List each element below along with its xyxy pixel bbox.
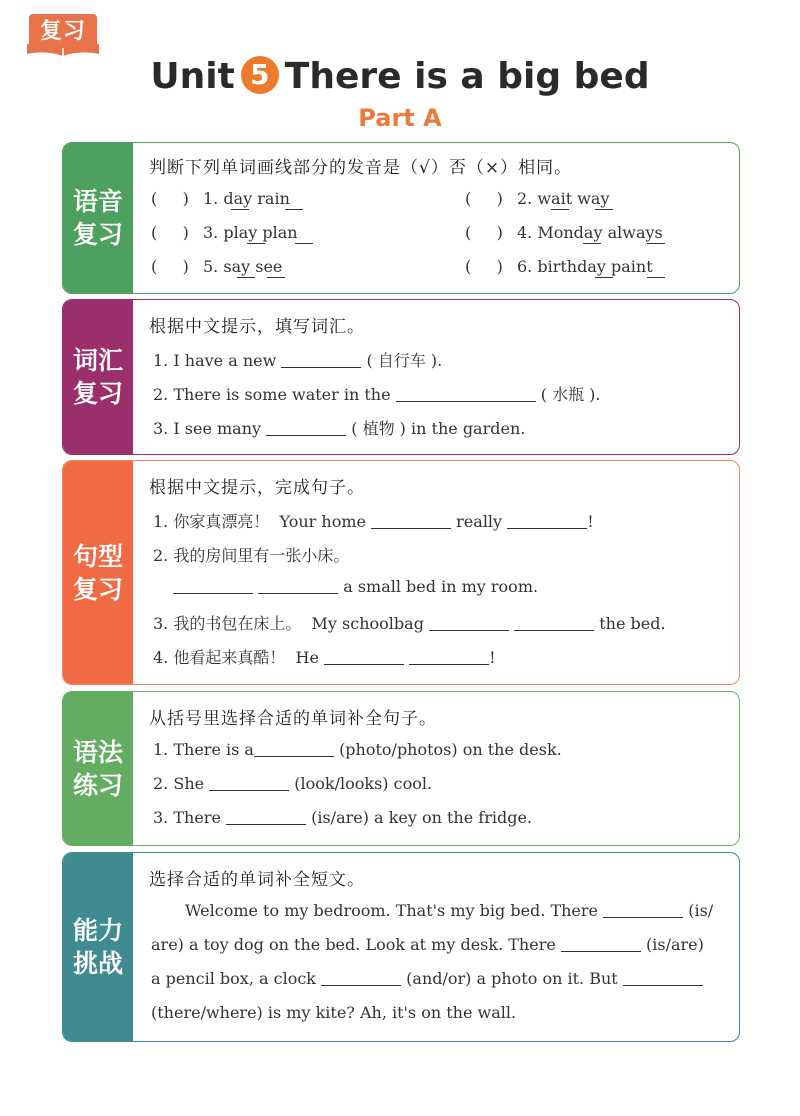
answer-blank[interactable] [258, 580, 338, 594]
vocab-instruction: 根据中文提示，填写词汇。 [149, 317, 365, 337]
page-title [0, 56, 800, 97]
challenge-section [62, 852, 740, 1042]
phonics-item-2: ( ) 2. wait way [465, 189, 610, 208]
grammar-item-1: 1. There is a (photo/photos) on the desk. [153, 740, 562, 759]
answer-blank[interactable] [396, 388, 536, 402]
sentence-instruction: 根据中文提示，完成句子。 [149, 478, 365, 498]
answer-blank[interactable] [409, 651, 489, 665]
sentence-section [62, 460, 740, 685]
answer-paren[interactable]: ( ) [151, 223, 189, 242]
answer-paren[interactable]: ( ) [151, 189, 189, 208]
answer-paren[interactable]: ( ) [465, 223, 503, 242]
grammar-section [62, 691, 740, 846]
review-badge-label: 复习 [29, 14, 97, 50]
phonics-tab-line2: 复习 [72, 220, 123, 249]
title-unit: Unit [150, 56, 235, 97]
sentence-item-2-cn: 2. 我的房间里有一张小床。 [153, 546, 350, 565]
grammar-tab-line2: 练习 [72, 770, 123, 800]
phonics-item-5: ( ) 5. say see [151, 257, 283, 276]
page-subtitle: Part A [358, 104, 442, 132]
challenge-instruction: 选择合适的单词补全短文。 [149, 870, 365, 890]
answer-blank[interactable] [321, 972, 401, 986]
passage-line-2: are) a toy dog on the bed. Look at my desk. There (is/are) [151, 935, 704, 954]
answer-paren[interactable]: ( ) [465, 257, 503, 276]
answer-paren[interactable]: ( ) [151, 257, 189, 276]
review-badge [25, 14, 101, 56]
vocab-tab [63, 300, 133, 454]
phonics-tab-line1: 语音 [72, 187, 123, 216]
phonics-tab [63, 143, 133, 293]
vocab-tab-line2: 复习 [72, 379, 123, 408]
sentence-item-1: 1. 你家真漂亮！ Your home really ! [153, 512, 594, 531]
passage-line-3: a pencil box, a clock (and/or) a photo on it. But [151, 969, 703, 988]
answer-blank[interactable] [623, 972, 703, 986]
answer-blank[interactable] [371, 515, 451, 529]
answer-blank[interactable] [514, 617, 594, 631]
phonics-item-4: ( ) 4. Monday always [465, 223, 663, 242]
sentence-item-4: 4. 他看起来真酷！ He ! [153, 648, 496, 667]
passage-line-1: Welcome to my bedroom. That's my big bed. There (is/ [185, 901, 714, 920]
vocab-tab-line1: 词汇 [72, 346, 123, 375]
answer-blank[interactable] [173, 580, 253, 594]
grammar-tab-line1: 语法 [72, 737, 123, 767]
phonics-item-6: ( ) 6. birthday paint [465, 257, 653, 276]
answer-blank[interactable] [281, 354, 361, 368]
answer-blank[interactable] [226, 811, 306, 825]
open-book-icon [25, 42, 101, 56]
phonics-item-1: ( ) 1. day rain [151, 189, 290, 208]
sentence-tab-line1: 句型 [72, 541, 123, 571]
answer-blank[interactable] [254, 743, 334, 757]
phonics-item-3: ( ) 3. play plan [151, 223, 298, 242]
grammar-item-3: 3. There (is/are) a key on the fridge. [153, 808, 533, 827]
sentence-item-2-en: a small bed in my room. [173, 577, 538, 596]
challenge-tab-line2: 挑战 [72, 949, 123, 978]
unit-number-circle: 5 [241, 56, 279, 94]
phonics-section [62, 142, 740, 294]
passage-line-4: (there/where) is my kite? Ah, it's on the wall. [151, 1003, 517, 1022]
grammar-instruction: 从括号里选择合适的单词补全句子。 [149, 709, 437, 729]
challenge-tab [63, 853, 133, 1041]
answer-blank[interactable] [266, 422, 346, 436]
grammar-item-2: 2. She (look/looks) cool. [153, 774, 433, 793]
vocab-item-1: 1. I have a new ( 自行车 ). [153, 351, 443, 370]
answer-blank[interactable] [603, 904, 683, 918]
vocab-item-3: 3. I see many ( 植物 ) in the garden. [153, 419, 526, 438]
title-text: There is a big bed [284, 56, 650, 97]
grammar-tab [63, 692, 133, 845]
challenge-tab-line1: 能力 [72, 916, 123, 945]
vocab-item-2: 2. There is some water in the ( 水瓶 ). [153, 385, 601, 404]
sentence-item-3: 3. 我的书包在床上。 My schoolbag the bed. [153, 614, 666, 633]
answer-blank[interactable] [507, 515, 587, 529]
sentence-tab [63, 461, 133, 684]
answer-blank[interactable] [561, 938, 641, 952]
phonics-instruction: 判断下列单词画线部分的发音是（√）否（×）相同。 [149, 158, 573, 178]
answer-blank[interactable] [324, 651, 404, 665]
answer-blank[interactable] [209, 777, 289, 791]
vocab-section [62, 299, 740, 455]
sentence-tab-line2: 复习 [72, 574, 123, 604]
answer-paren[interactable]: ( ) [465, 189, 503, 208]
answer-blank[interactable] [429, 617, 509, 631]
